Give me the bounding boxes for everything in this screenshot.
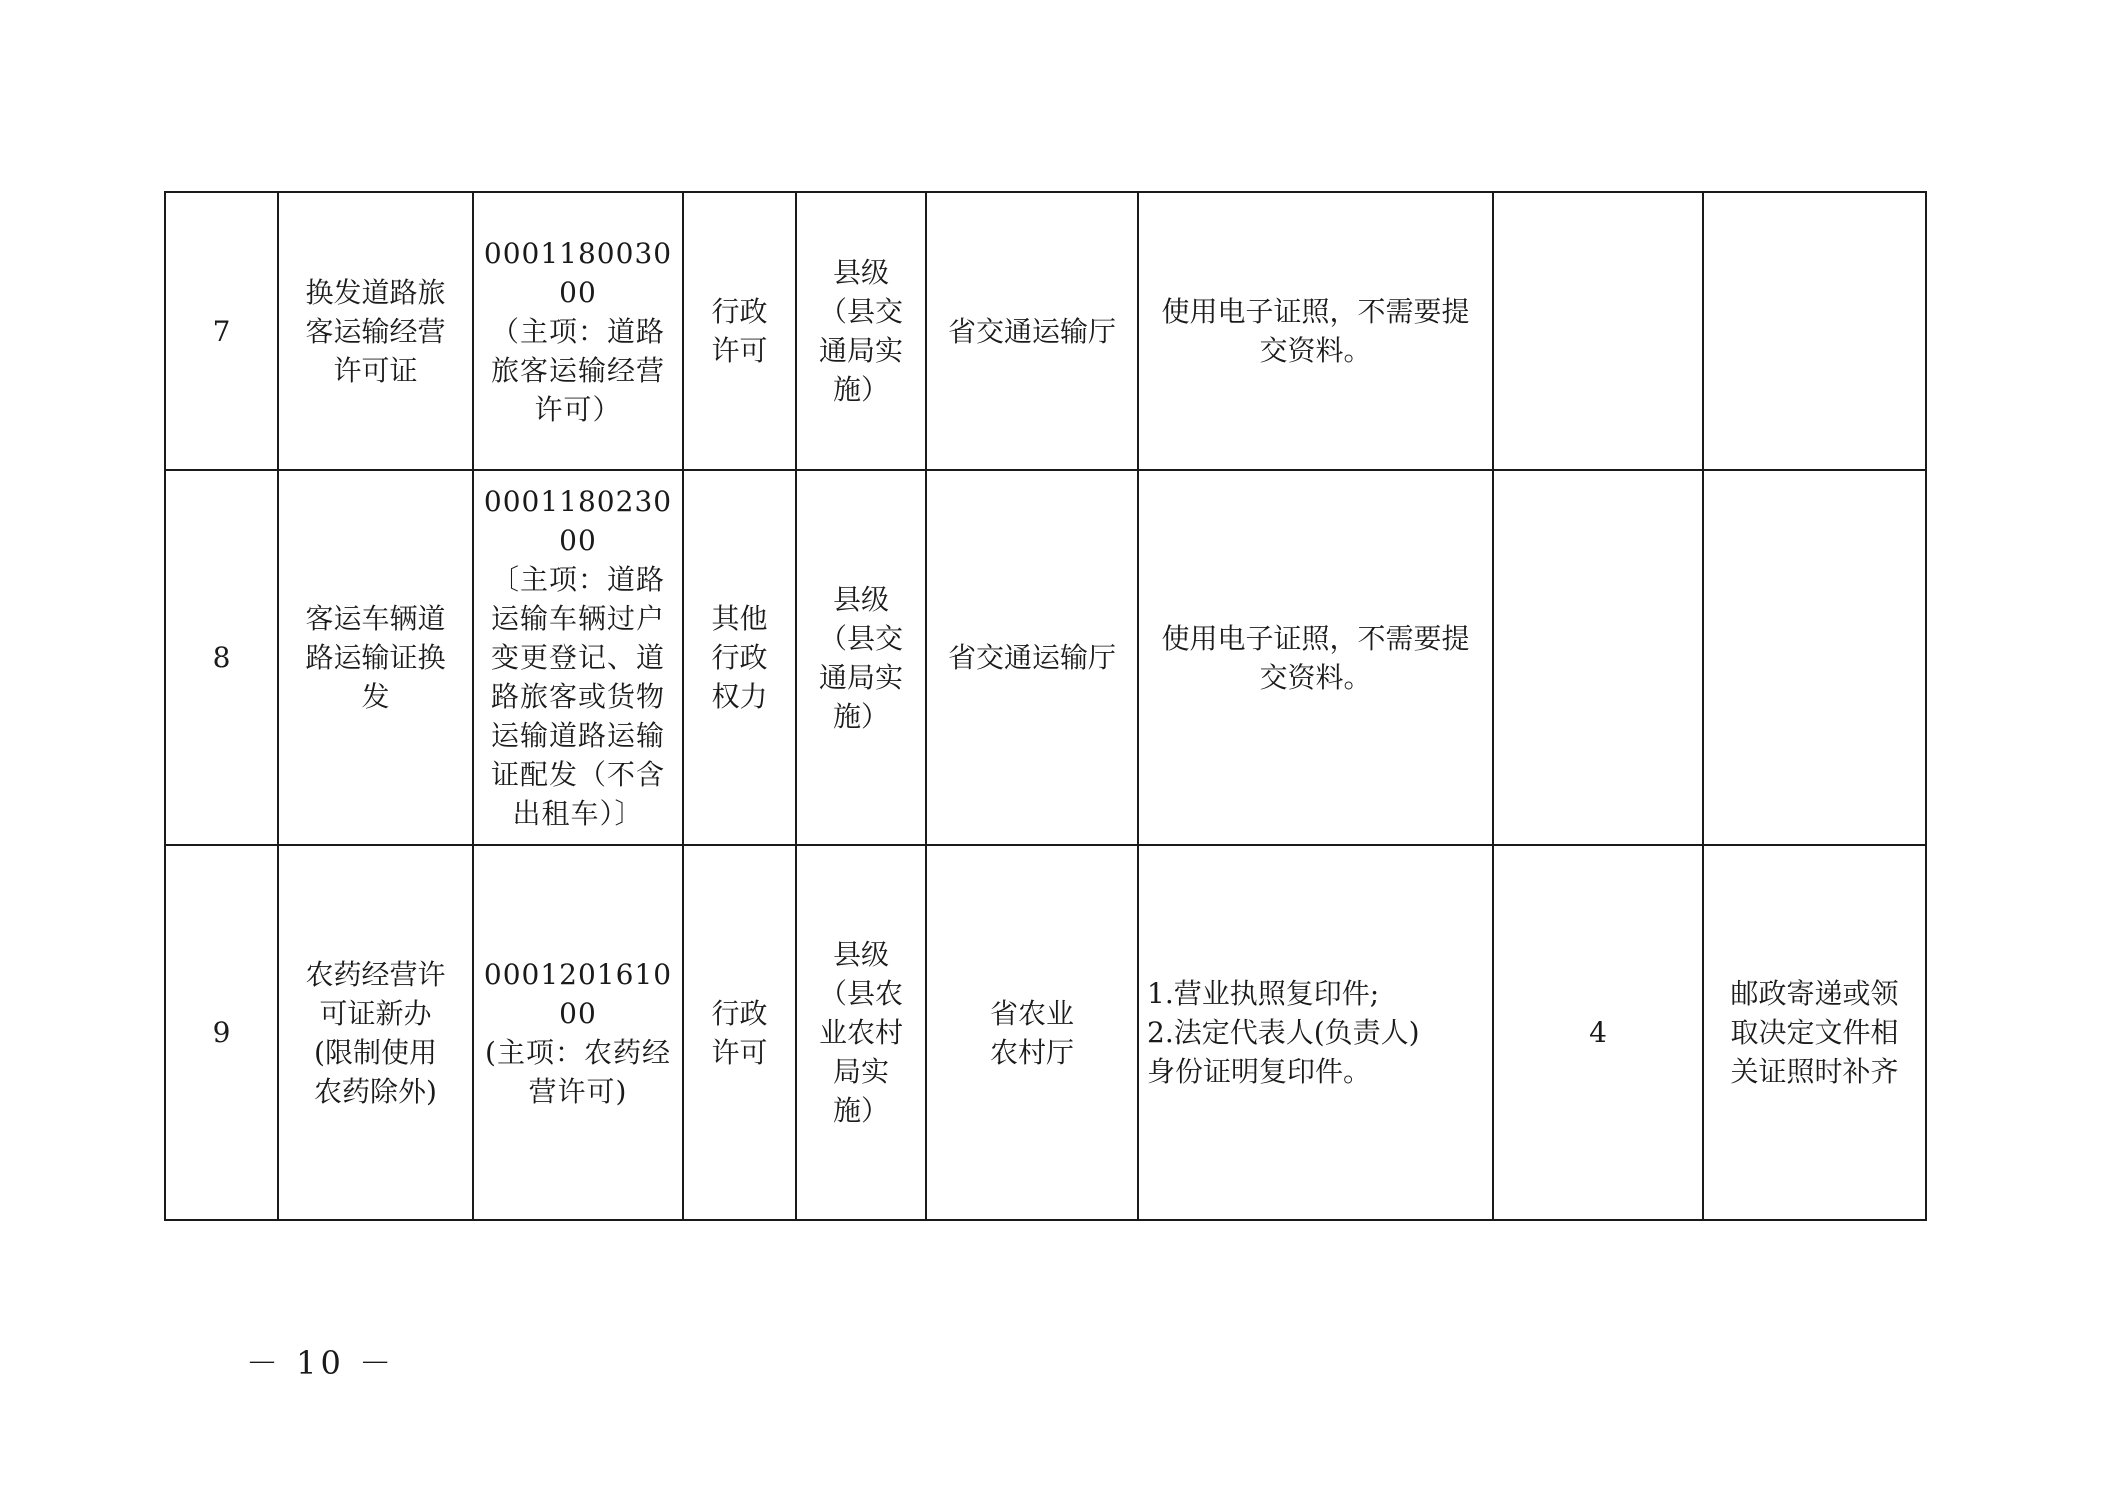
table-row bbox=[165, 192, 1926, 470]
item-department: 省农业 农村厅 bbox=[926, 845, 1138, 1220]
item-materials: 1.营业执照复印件; 2.法定代表人(负责人) 身份证明复印件。 bbox=[1138, 845, 1493, 1220]
item-name: 换发道路旅 客运输经营 许可证 bbox=[278, 192, 473, 470]
table-row bbox=[165, 845, 1926, 1220]
item-department: 省交通运输厅 bbox=[926, 470, 1138, 845]
item-name: 客运车辆道 路运输证换 发 bbox=[278, 470, 473, 845]
item-count: 4 bbox=[1493, 845, 1703, 1220]
item-count bbox=[1493, 470, 1703, 845]
item-level: 县级 （县交 通局实 施） bbox=[796, 192, 926, 470]
item-materials: 使用电子证照，不需要提 交资料。 bbox=[1138, 192, 1493, 470]
document-page bbox=[164, 191, 1925, 1221]
item-remark bbox=[1703, 470, 1926, 845]
row-number: 8 bbox=[165, 470, 278, 845]
item-level: 县级 （县交 通局实 施） bbox=[796, 470, 926, 845]
item-remark: 邮政寄递或领 取决定文件相 关证照时补齐 bbox=[1703, 845, 1926, 1220]
item-type: 行政 许可 bbox=[683, 845, 796, 1220]
item-name: 农药经营许 可证新办 (限制使用 农药除外) bbox=[278, 845, 473, 1220]
row-number: 7 bbox=[165, 192, 278, 470]
item-code: 000118023000 〔主项：道路 运输车辆过户 变更登记、道 路旅客或货物 运输道路运输 证配发（不含 出租车）〕 bbox=[473, 470, 683, 845]
item-materials: 使用电子证照，不需要提 交资料。 bbox=[1138, 470, 1493, 845]
item-code: 000118003000 （主项：道路 旅客运输经营 许可） bbox=[473, 192, 683, 470]
item-remark bbox=[1703, 192, 1926, 470]
item-count bbox=[1493, 192, 1703, 470]
item-type: 行政 许可 bbox=[683, 192, 796, 470]
items-table bbox=[164, 191, 1927, 1221]
item-level: 县级 （县农 业农村 局实 施） bbox=[796, 845, 926, 1220]
item-type: 其他 行政 权力 bbox=[683, 470, 796, 845]
item-code: 000120161000 (主项：农药经 营许可) bbox=[473, 845, 683, 1220]
table-row bbox=[165, 470, 1926, 845]
row-number: 9 bbox=[165, 845, 278, 1220]
page-number: － 10 － bbox=[246, 1344, 396, 1382]
item-department: 省交通运输厅 bbox=[926, 192, 1138, 470]
